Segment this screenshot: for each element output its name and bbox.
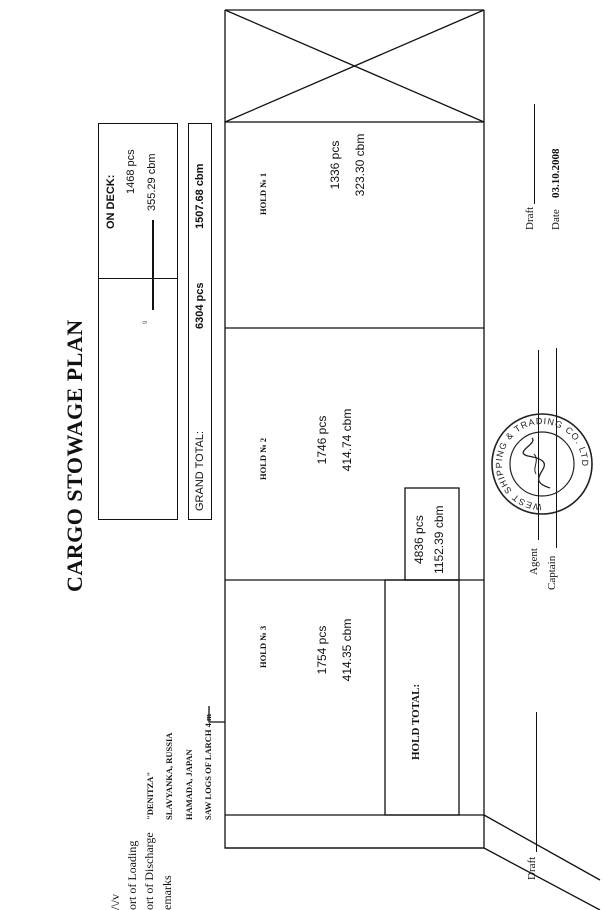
grand-total-label: GRAND TOTAL:: [194, 430, 206, 511]
agent-label: Agent: [528, 548, 540, 575]
date-label: Date: [550, 209, 562, 230]
hold-3-title: HOLD № 3: [258, 625, 268, 668]
draft-aft-label: Draft: [526, 856, 538, 880]
grand-total-cbm: 1507.68 cbm: [194, 163, 206, 229]
remarks-label: emarks: [160, 875, 174, 910]
hold-3-cbm: 414.35 cbm: [340, 618, 354, 682]
hold-2-title: HOLD № 2: [258, 437, 268, 480]
hold-total-cbm: 1152.39 cbm: [432, 505, 446, 574]
loading-value: SLAVYANKA, RUSSIA: [164, 732, 174, 820]
company-stamp-icon: [488, 410, 596, 518]
date-value: 03.10.2008: [550, 148, 562, 198]
captain-label: Captain: [546, 555, 558, 590]
on-deck-pcs: 1468 pcs: [125, 149, 137, 194]
loading-label: ort of Loading: [125, 840, 139, 910]
hold-1-cbm: 323.30 cbm: [353, 133, 367, 197]
hold-1-title: HOLD № 1: [258, 172, 268, 215]
hold-2-cbm: 414.74 cbm: [340, 408, 354, 472]
grand-total-pcs: 6304 pcs: [194, 282, 206, 329]
hold-total-pcs: 4836 pcs: [412, 515, 426, 564]
hold-2-pcs: 1746 pcs: [315, 415, 329, 465]
hold-total-label: HOLD TOTAL:: [410, 683, 422, 760]
discharge-value: HAMADA, JAPAN: [184, 749, 194, 820]
mv-value: "DENITZA": [145, 771, 155, 820]
document-title: CARGO STOWAGE PLAN: [62, 319, 87, 592]
svg-text:WEST SHIPPING & TRADING CO. LT: WEST SHIPPING & TRADING CO. LTD: [493, 415, 591, 513]
hold-1-pcs: 1336 pcs: [328, 140, 342, 190]
discharge-label: ort of Discharge: [142, 832, 156, 910]
mv-label: /\/v: [108, 893, 122, 910]
on-deck-cbm: 355.29 cbm: [146, 153, 158, 211]
on-deck-label: ON DECK:: [105, 174, 117, 229]
draft-fwd-label: Draft: [524, 206, 536, 230]
remarks-value: SAW LOGS OF LARCH 4 m: [203, 713, 213, 820]
hold-3-pcs: 1754 pcs: [315, 625, 329, 675]
on-deck-mark: 9: [143, 320, 149, 324]
